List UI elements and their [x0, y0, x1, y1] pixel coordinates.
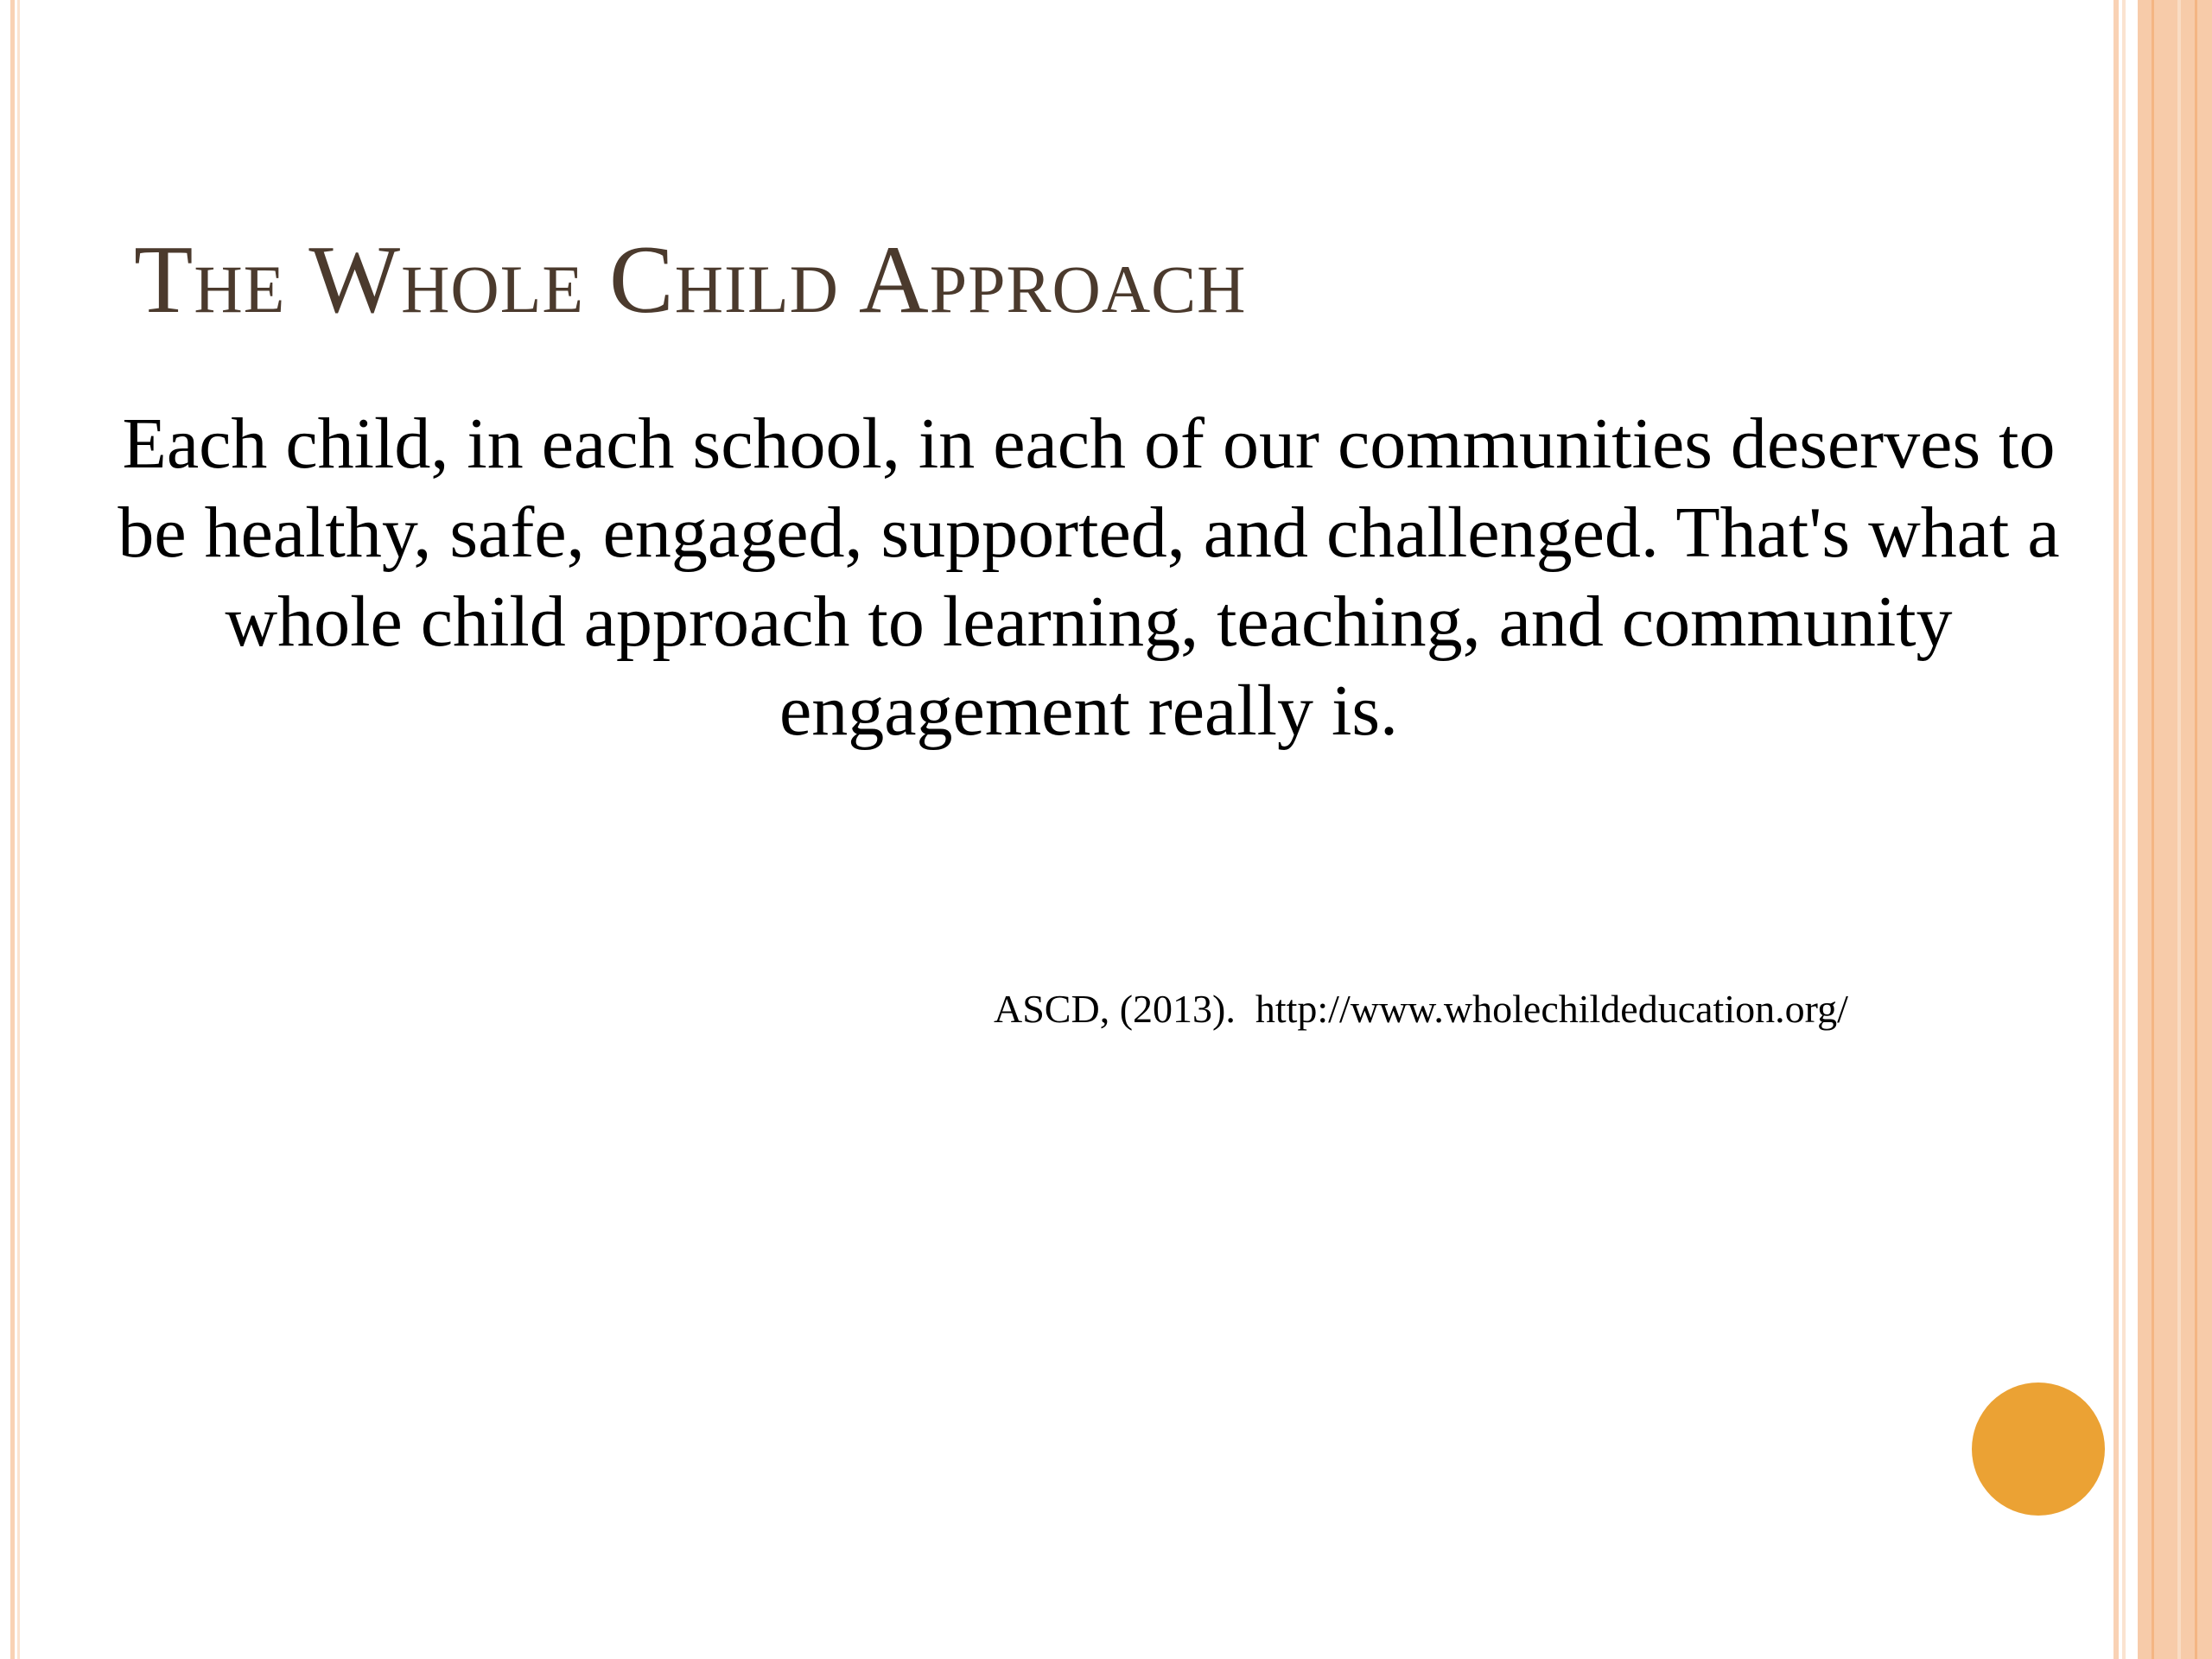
citation: ASCD, (2013). http://www.wholechildeducation.org/	[994, 987, 1848, 1031]
right-border-stripe	[2113, 0, 2119, 1659]
right-border-line	[2177, 0, 2181, 1659]
quote-text: Each child, in each school, in each of our communities deserves to be healthy, safe, engaged, supported, and challenged. That's what a whole child approach to learning, teaching, and community engagement really is.	[118, 404, 2060, 751]
slide-title: The Whole Child Approach	[134, 226, 1247, 334]
orange-circle-decoration	[1972, 1382, 2105, 1516]
right-border-line	[2195, 0, 2197, 1659]
right-border-line	[2152, 0, 2154, 1659]
left-border-stripe	[10, 0, 15, 1659]
right-border-band	[2138, 0, 2212, 1659]
right-border-stripe	[2122, 0, 2126, 1659]
left-border-stripe	[17, 0, 20, 1659]
